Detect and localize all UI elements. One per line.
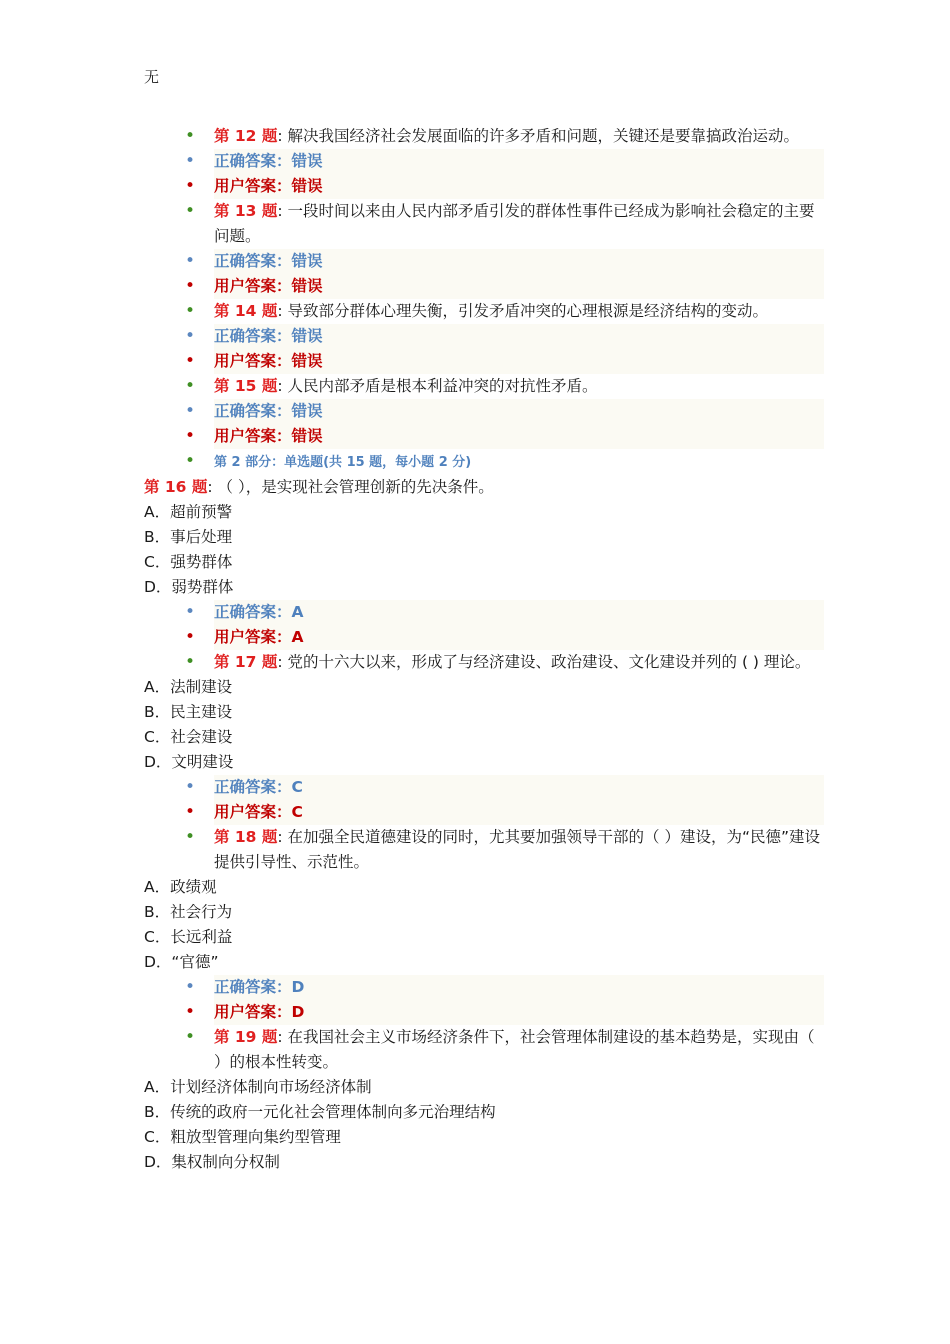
question-18: • 第 18 题: 在加强全民道德建设的同时，尤其要加强领导干部的（ ）建设，为“民德”建设提供引导性、示范性。 [214, 825, 824, 875]
q17-answers [144, 775, 824, 875]
question-17: • 第 17 题: 党的十六大以来，形成了与经济建设、政治建设、文化建设并列的 ( ) 理论。 [214, 650, 824, 675]
option-c: C．粗放型管理向集约型管理 [144, 1128, 341, 1146]
option-a: A．计划经济体制向市场经济体制 [144, 1078, 372, 1096]
correct-answer-13: • 正确答案：错误 [214, 249, 824, 274]
user-answer-18: • 用户答案：D [214, 1000, 824, 1025]
user-answer-13: • 用户答案：错误 [214, 274, 824, 299]
question-15: • 第 15 题: 人民内部矛盾是根本利益冲突的对抗性矛盾。 [214, 374, 824, 399]
correct-answer-17: • 正确答案：C [214, 775, 824, 800]
option-c: C．长远利益 [144, 928, 233, 946]
question-14: • 第 14 题: 导致部分群体心理失衡，引发矛盾冲突的心理根源是经济结构的变动。 [214, 299, 824, 324]
option-a: A．法制建设 [144, 678, 233, 696]
option-a: A．政绩观 [144, 878, 217, 896]
q16-answers [144, 600, 824, 675]
option-d: D．集权制向分权制 [144, 1153, 280, 1171]
user-answer-14: • 用户答案：错误 [214, 349, 824, 374]
option-d: D．文明建设 [144, 753, 234, 771]
option-b: B．民主建设 [144, 703, 233, 721]
section-2-title: • 第 2 部分：单选题(共 15 题，每小题 2 分) [214, 449, 824, 475]
option-d: D．弱势群体 [144, 578, 234, 596]
q18-answers [144, 975, 824, 1075]
part1-list [144, 124, 824, 475]
correct-answer-16: • 正确答案：A [214, 600, 824, 625]
correct-answer-12: • 正确答案：错误 [214, 149, 824, 174]
option-b: B．社会行为 [144, 903, 233, 921]
option-b: B．传统的政府一元化社会管理体制向多元治理结构 [144, 1103, 496, 1121]
option-c: C．强势群体 [144, 553, 233, 571]
question-12: • 第 12 题: 解决我国经济社会发展面临的许多矛盾和问题，关键还是要靠搞政治运动。 [214, 124, 824, 149]
option-a: A．超前预警 [144, 503, 233, 521]
correct-answer-14: • 正确答案：错误 [214, 324, 824, 349]
option-d: D．“官德” [144, 953, 219, 971]
user-answer-16: • 用户答案：A [214, 625, 824, 650]
option-b: B．事后处理 [144, 528, 233, 546]
correct-answer-18: • 正确答案：D [214, 975, 824, 1000]
question-16: 第 16 题: （ ），是实现社会管理创新的先决条件。 [144, 478, 494, 496]
user-answer-15: • 用户答案：错误 [214, 424, 824, 449]
correct-answer-15: • 正确答案：错误 [214, 399, 824, 424]
page-header: 无 [144, 68, 160, 86]
question-19: • 第 19 题: 在我国社会主义市场经济条件下，社会管理体制建设的基本趋势是，实现由（ ）的根本性转变。 [214, 1025, 824, 1075]
user-answer-12: • 用户答案：错误 [214, 174, 824, 199]
option-c: C．社会建设 [144, 728, 233, 746]
quiz-content [144, 124, 824, 1175]
user-answer-17: • 用户答案：C [214, 800, 824, 825]
question-13: • 第 13 题: 一段时间以来由人民内部矛盾引发的群体性事件已经成为影响社会稳定的主要问题。 [214, 199, 824, 249]
